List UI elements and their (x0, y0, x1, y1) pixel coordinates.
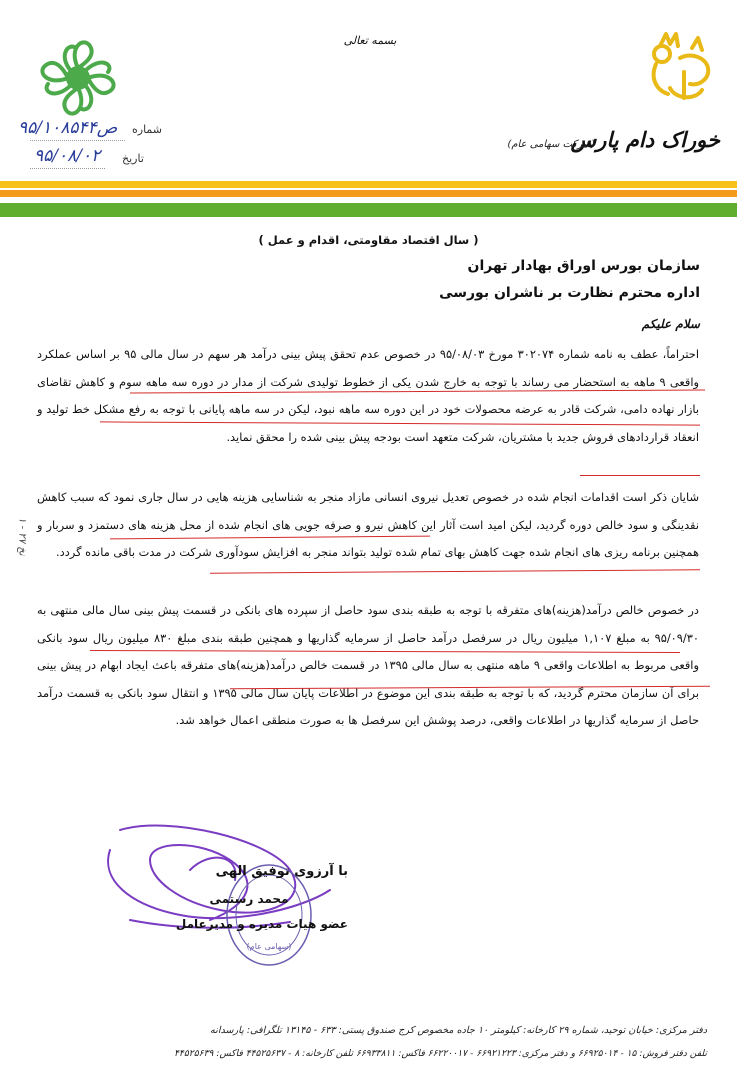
recipient-line-1: سازمان بورس اوراق بهادار تهران (467, 258, 700, 274)
closing-wish: با آرزوی توفیق الهی (215, 864, 348, 879)
doc-date-dots (30, 168, 105, 169)
red-underline (210, 569, 700, 573)
signer-name: محمد رستمی (209, 892, 289, 906)
stamp-text: (سهامی عام) (246, 942, 292, 951)
invocation-text: بسمه تعالی (343, 34, 397, 47)
slogan: ( سال اقتصاد مقاومتی، اقدام و عمل ) (258, 233, 479, 247)
company-name: خوراک دام پارس (570, 128, 720, 152)
doc-number-label: شماره (132, 123, 163, 136)
margin-note: نخ ۲۷ - ۱ (16, 517, 28, 556)
yellow-band (0, 181, 737, 188)
doc-number-dots (30, 140, 125, 141)
doc-date-label: تاریخ (122, 152, 144, 165)
body-paragraph-3-text: در خصوص خالص درآمد(هزینه)های متفرقه با توجه به طبقه بندی سود حاصل از سپرده های بانکی در قسمت پیش بینی سال مالی منتهی به ۹۵/۰۹/۳۰ به مبلغ ۱,۱۰۷ میلیون ریال در سرفصل درآمد حاصل از سرمایه گذاریها و همچنین طبقه بندی مبلغ ۸۳۰ میلیون ریال سود بانکی واقعی مربوط به اطلاعات واقعی ۹ ماهه منتهی به سال مالی ۱۳۹۵ در قسمت خالص درآمد(هزینه)های متفرقه باعث ایجاد ابهام در پیش بینی برای آن سازمان محترم گردید، که با توجه به طبقه بندی این موضوع در اطلاعات پایان سال مالی ۱۳۹۵ و انتقال سود بانکی به قسمت درآمد حاصل از سرمایه گذاریها در اطلاعات واقعی، درصد پوشش این سرفصل ها به صورت منطقی اعمال خواهد شد. (37, 603, 699, 727)
green-band (0, 203, 737, 217)
company-animal-logo (640, 28, 720, 108)
doc-number-value: ۹۵/۱۰۸۵۴۴ص (18, 118, 118, 138)
footer-address-line: دفتر مرکزی: خیابان توحید، شماره ۲۹ کارخانه: کیلومتر ۱۰ جاده مخصوص کرج صندوق پستی: ۶۳۳ - ۱۳۱۴۵ تلگرافی: پارسدانه (210, 1025, 707, 1036)
company-type: (شرکت سهامی عام) (507, 139, 595, 150)
body-paragraph-2 (37, 484, 699, 567)
signer-title: عضو هیات مدیره و مدیرعامل (175, 917, 348, 931)
doc-date-value: ۹۵/۰۸/۰۲ (34, 146, 101, 166)
footer-phone-line: تلفن دفتر فروش: ۱۵ - ۶۶۹۲۵۰۱۴ و دفتر مرکزی: ۶۶۹۲۱۲۲۳ - ۶۶۲۲۰۰۱۷ فاکس: ۶۶۹۳۳۸۱۱ تلفن کارخانه: ۸ - ۴۴۵۲۵۶۳۷ فاکس: ۴۴۵۲۵۶۳۹ (173, 1048, 707, 1059)
body-paragraph-2-text: شایان ذکر است اقدامات انجام شده در خصوص تعدیل نیروی انسانی مازاد منجر به شناسایی هزینه هایی در سال جاری نمود که سبب کاهش نقدینگی و سود خالص دوره گردید، لیکن امید است آثار این کاهش نیرو و صرفه جویی های انجام شده از محل هزینه های دستمزد و سربار و همچنین برنامه ریزی های انجام شده جهت کاهش بهای تمام شده تولید بتواند منجر به افزایش سودآوری شرکت در مدت باقی مانده گردد. (37, 490, 699, 559)
greeting: سلام علیکم (641, 317, 700, 331)
body-paragraph-1-text: احتراماً، عطف به نامه شماره ۳۰۲۰۷۴ مورخ ۹۵/۰۸/۰۳ در خصوص عدم تحقق پیش بینی درآمد هر سهم در سال مالی ۹۵ بر اساس عملکرد واقعی ۹ ماهه به استحضار می رساند با توجه به خارج شدن یکی از خطوط تولیدی شرکت از مدار در دوره سه ماهه سوم و کاهش تقاضای بازار نهاده دامی، شرکت قادر به عرضه محصولات خود در این دوره سه ماهه نبود، لیکن در سه ماهه پایانی با توجه به رفع مشکل خط تولید و انعقاد قراردادهای فروش جدید با مشتریان، شرکت متعهد است بودجه پیش بینی شده را محقق نماید. (37, 347, 699, 444)
doc-number-row (14, 118, 174, 142)
doc-date-row (14, 146, 174, 170)
red-underline (580, 475, 700, 476)
orange-band (0, 190, 737, 197)
recipient-line-2: اداره محترم نظارت بر ناشران بورسی (439, 285, 700, 301)
green-flower-logo (28, 28, 128, 128)
body-paragraph-1 (37, 341, 699, 451)
body-paragraph-3 (37, 597, 699, 735)
